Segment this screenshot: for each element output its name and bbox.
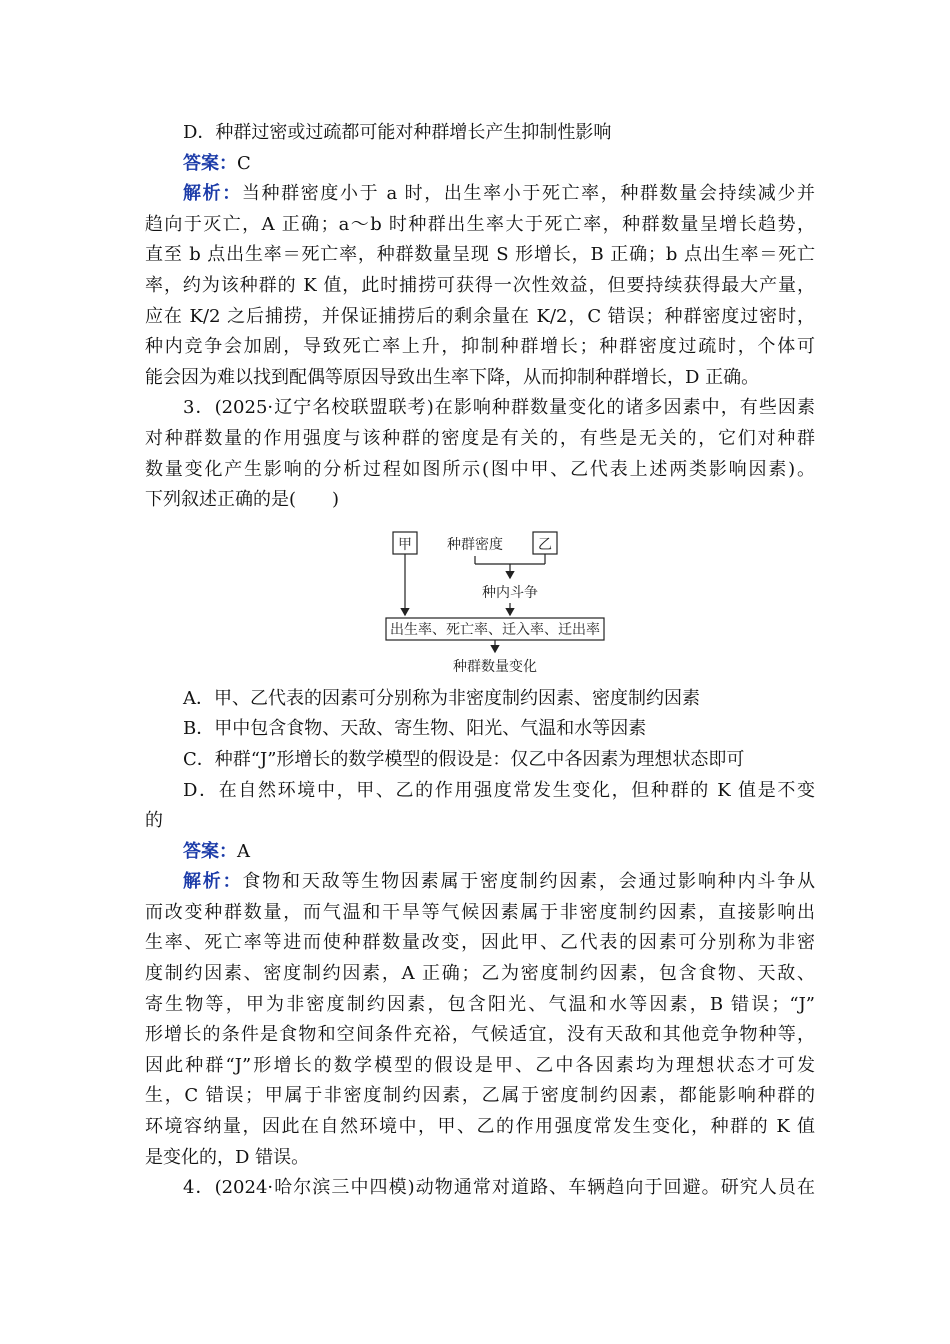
yi-label: 乙 <box>538 536 552 553</box>
q2-answer <box>145 149 815 180</box>
q3-option-c: C．种群“J”形增长的数学模型的假设是：仅乙中各因素为理想状态即可 <box>183 748 745 770</box>
answer-value: C <box>237 152 251 174</box>
q3-option-d-cont: 的 <box>145 810 163 832</box>
q2-analysis-line: 应在 K/2 之后捕捞，并保证捕捞后的剩余量在 K/2，C 错误；种群密度过密时， <box>145 305 815 327</box>
q3-analysis-line: 是变化的，D 错误。 <box>145 1146 310 1168</box>
q3-analysis-line: 生，C 错误；甲属于非密度制约因素，乙属于密度制约因素，都能影响种群的 <box>145 1085 815 1107</box>
q3-stem-line: 下列叙述正确的是( ) <box>145 489 340 511</box>
q3-analysis-line: 而改变种群数量，而气温和干旱等气候因素属于非密度制约因素，直接影响出 <box>145 901 815 923</box>
q3-option-d: D．在自然环境中，甲、乙的作用强度常发生变化，但种群的 K 值是不变 <box>183 779 815 801</box>
q3-analysis-line: 生率、死亡率等进而使种群数量改变，因此甲、乙代表的因素可分别称为非密 <box>145 932 815 954</box>
q3-analysis-line: 度制约因素、密度制约因素，A 正确；乙为密度制约因素，包含食物、天敌、 <box>145 963 815 985</box>
density-label: 种群密度 <box>447 536 503 553</box>
q3-option-a: A．甲、乙代表的因素可分别称为非密度制约因素、密度制约因素 <box>183 687 700 709</box>
q3-stem-line: 对种群数量的作用强度与该种群的密度是有关的，有些是无关的，它们对种群 <box>145 427 815 449</box>
q2-option-d: D．种群过密或过疏都可能对种群增长产生抑制性影响 <box>183 122 612 143</box>
q4-stem-line: 4．(2024·哈尔滨三中四模)动物通常对道路、车辆趋向于回避。研究人员在 <box>183 1177 815 1199</box>
q3-analysis-line: 寄生物等，甲为非密度制约因素，包含阳光、气温和水等因素，B 错误；“J” <box>145 993 815 1015</box>
q2-analysis-line: 直至 b 点出生率＝死亡率，种群数量呈现 S 形增长，B 正确；b 点出生率＝死亡 <box>145 244 815 266</box>
q2-analysis-line: 能会因为难以找到配偶等原因导致出生率下降，从而抑制种群增长，D 正确。 <box>145 366 760 388</box>
jia-label: 甲 <box>398 536 412 553</box>
q2-analysis-line: 种内竞争会加剧，导致死亡率上升，抑制种群增长；种群密度过疏时，个体可 <box>145 336 815 358</box>
q3-analysis-line: 环境容纳量，因此在自然环境中，甲、乙的作用强度常发生变化，种群的 K 值 <box>145 1116 815 1138</box>
analysis-label: 解析： <box>183 183 242 205</box>
q3-stem-line: 3．(2025·辽宁名校联盟联考)在影响种群数量变化的诸多因素中，有些因素 <box>183 397 815 419</box>
factor-flow-diagram <box>145 518 815 678</box>
answer-label: 答案： <box>183 840 237 862</box>
q3-option-b: B．甲中包含食物、天敌、寄生物、阳光、气温和水等因素 <box>183 718 647 740</box>
answer-label: 答案： <box>183 152 237 174</box>
q3-analysis-line: 解析：食物和天敌等生物因素属于密度制约因素，会通过影响种内斗争从 <box>183 871 815 893</box>
rates-label: 出生率、死亡率、迁入率、迁出率 <box>390 621 600 638</box>
q3-analysis-line: 因此种群“J”形增长的数学模型的假设是甲、乙中各因素均为理想状态才可发 <box>145 1054 815 1076</box>
q2-analysis-line: 趋向于灭亡，A 正确；a～b 时种群出生率大于死亡率，种群数量呈增长趋势， <box>145 213 815 235</box>
q2-analysis-line: 率，约为该种群的 K 值，此时捕捞可获得一次性效益，但要持续获得最大产量， <box>145 274 815 296</box>
analysis-label: 解析： <box>183 871 243 893</box>
document-page <box>145 118 815 1204</box>
change-label: 种群数量变化 <box>453 658 537 675</box>
q3-analysis-line: 形增长的条件是食物和空间条件充裕，气候适宜，没有天敌和其他竞争物种等， <box>145 1024 815 1046</box>
competition-label: 种内斗争 <box>482 584 538 601</box>
q3-stem-line: 数量变化产生影响的分析过程如图所示(图中甲、乙代表上述两类影响因素)。 <box>145 458 815 480</box>
q3-answer <box>145 837 815 868</box>
answer-value: A <box>237 840 250 862</box>
q2-analysis-line: 解析：当种群密度小于 a 时，出生率小于死亡率，种群数量会持续减少并 <box>183 183 816 205</box>
